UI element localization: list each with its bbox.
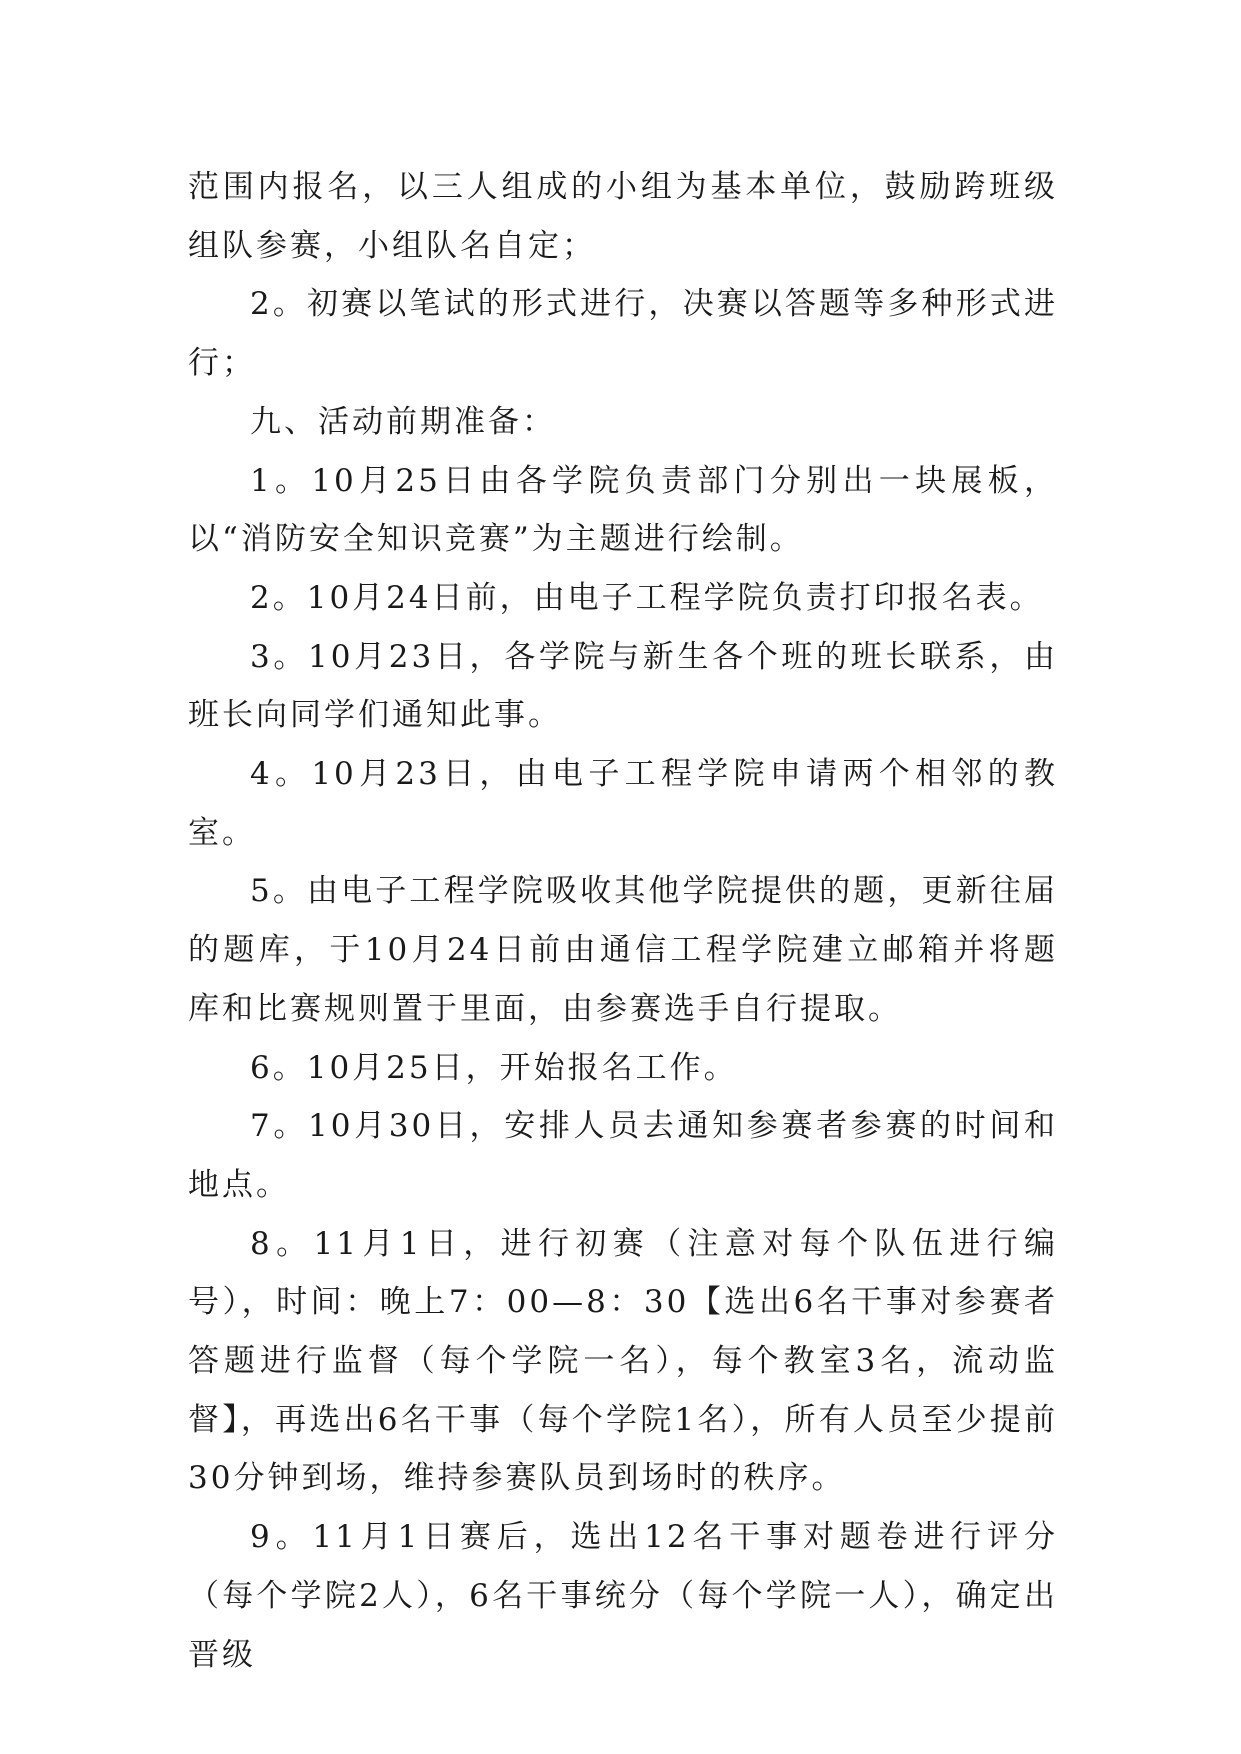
paragraph-item-7: 7。10月30日，安排人员去通知参赛者参赛的时间和地点。 [188,1108,1058,1203]
paragraph-competition-format: 2。初赛以笔试的形式进行，决赛以答题等多种形式进行； [188,286,1058,382]
paragraph-item-6: 6。10月25日，开始报名工作。 [250,1049,738,1086]
paragraph-registration-scope: 范围内报名，以三人组成的小组为基本单位，鼓励跨班级组队参赛，小组队名自定； [188,169,1058,264]
paragraph-item-9: 9。11月1日赛后，选出12名干事对题卷进行评分（每个学院2人），6名干事统分（每个学院一人），确定出晋级 [188,1519,1058,1673]
paragraph-item-4: 4。10月23日，由电子工程学院申请两个相邻的教室。 [188,756,1058,851]
paragraph-item-8: 8。11月1日，进行初赛（注意对每个队伍进行编号），时间：晚上7：00—8：30【选出6名干事对参赛者答题进行监督（每个学院一名），每个教室3名，流动监督】，再选出6名干事（每个学院1名），所有人员至少提前30分钟到场，维持参赛队员到场时的秩序。 [188,1225,1058,1497]
paragraph-item-1: 1。10月25日由各学院负责部门分别出一块展板，以“消防安全知识竞赛”为主题进行绘制。 [188,462,1058,558]
section-heading-preparation: 九、活动前期准备： [250,403,556,440]
paragraph-item-3: 3。10月23日，各学院与新生各个班的班长联系，由班长向同学们通知此事。 [188,638,1058,734]
document-body [188,158,1058,1684]
paragraph-item-2: 2。10月24日前，由电子工程学院负责打印报名表。 [250,579,1044,616]
paragraph-item-5: 5。由电子工程学院吸收其他学院提供的题，更新往届的题库，于10月24日前由通信工程学院建立邮箱并将题库和比赛规则置于里面，由参赛选手自行提取。 [188,873,1058,1027]
